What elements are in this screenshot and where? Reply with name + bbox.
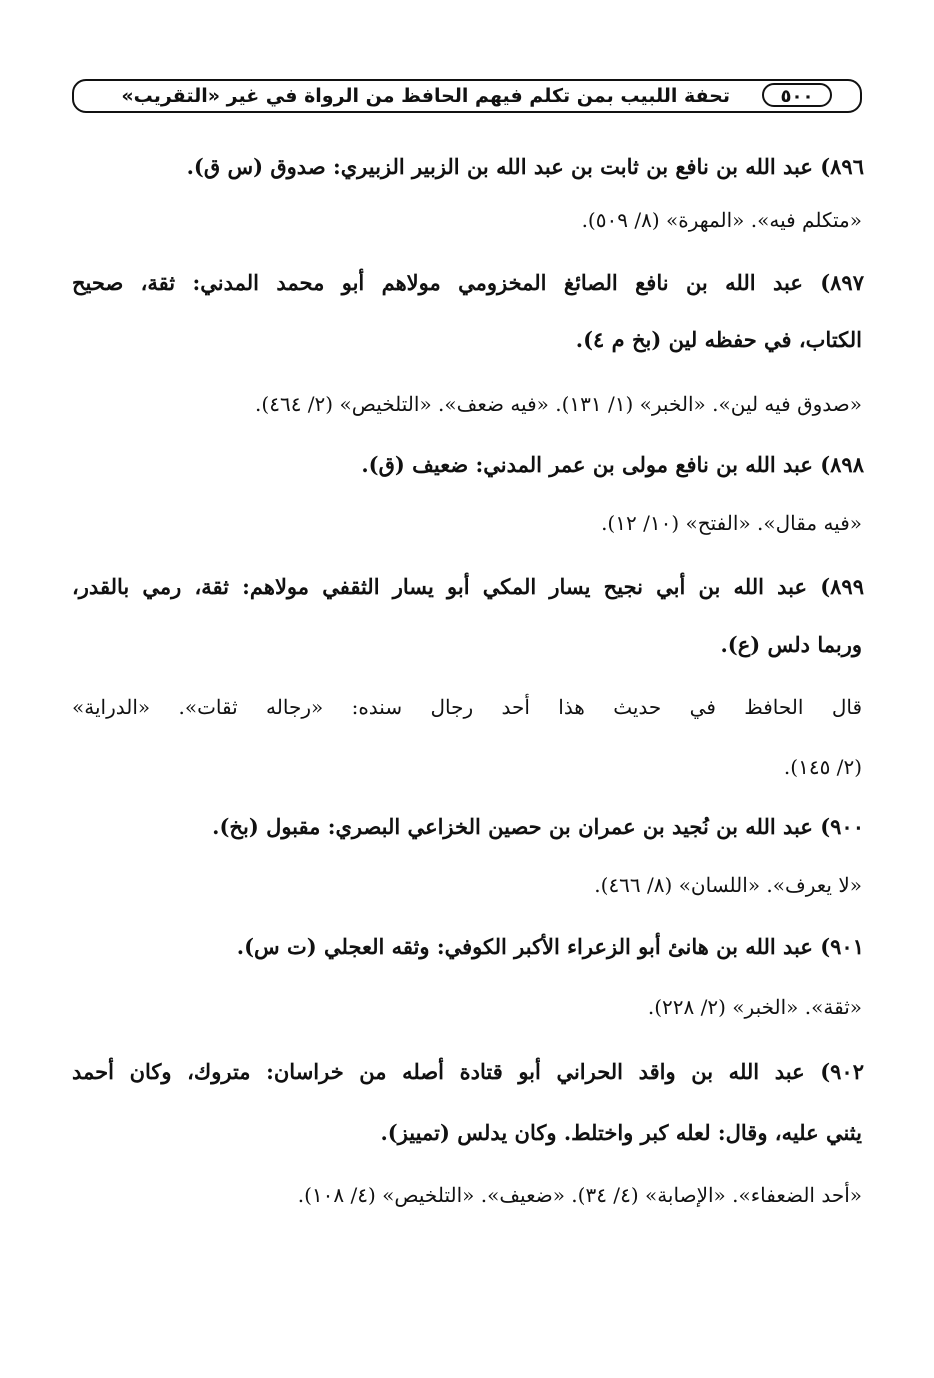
text-line: «فيه مقال». «الفتح» (١٠/ ١٢). bbox=[601, 511, 862, 535]
text-line: قال الحافظ في حديث هذا أحد رجال سنده: «رجاله ثقات». «الدراية» bbox=[72, 695, 862, 719]
text-line: ٩٠١) عبد الله بن هانئ أبو الزعراء الأكبر الكوفي: وثقه العجلي (ت س). bbox=[236, 934, 864, 959]
text-line: ٨٩٩) عبد الله بن أبي نجيح يسار المكي أبو يسار الثقفي مولاهم: ثقة، رمي بالقدر، bbox=[72, 574, 864, 599]
text-line: «ثقة». «الخبر» (٢/ ٢٢٨). bbox=[647, 995, 862, 1019]
text-line: «أحد الضعفاء». «الإصابة» (٤/ ٣٤). «ضعيف». «التلخيص» (٤/ ١٠٨). bbox=[297, 1183, 862, 1207]
running-header bbox=[72, 79, 862, 113]
text-line: «متكلم فيه». «المهرة» (٨/ ٥٠٩). bbox=[581, 208, 862, 232]
text-line: (٢/ ١٤٥). bbox=[783, 755, 862, 779]
page-number: ٥٠٠ bbox=[762, 83, 832, 107]
text-line: «صدوق فيه لين». «الخبر» (١/ ١٣١). «فيه ضعف». «التلخيص» (٢/ ٤٦٤). bbox=[255, 392, 862, 416]
text-line: يثني عليه، وقال: لعله كبر واختلط. وكان يدلس (تمييز). bbox=[380, 1120, 862, 1145]
text-line: ٨٩٧) عبد الله بن نافع الصائغ المخزومي مولاهم أبو محمد المدني: ثقة، صحيح bbox=[72, 270, 864, 295]
text-line: «لا يعرف». «اللسان» (٨/ ٤٦٦). bbox=[594, 873, 862, 897]
text-line: ٨٩٨) عبد الله بن نافع مولى بن عمر المدني: ضعيف (ق). bbox=[361, 452, 864, 477]
text-line: ٨٩٦) عبد الله بن نافع بن ثابت بن عبد الله بن الزبير الزبيري: صدوق (س ق). bbox=[186, 154, 864, 179]
header-title: تحفة اللبيب بمن تكلم فيهم الحافظ من الرواة في غير «التقريب» bbox=[121, 85, 730, 107]
text-line: الكتاب، في حفظه لين (بخ م ٤). bbox=[575, 327, 862, 352]
text-line: ٩٠٠) عبد الله بن نُجيد بن عمران بن حصين الخزاعي البصري: مقبول (بخ). bbox=[212, 814, 864, 839]
text-line: وربما دلس (ع). bbox=[720, 632, 862, 657]
text-line: ٩٠٢) عبد الله بن واقد الحراني أبو قتادة أصله من خراسان: متروك، وكان أحمد bbox=[72, 1059, 864, 1084]
